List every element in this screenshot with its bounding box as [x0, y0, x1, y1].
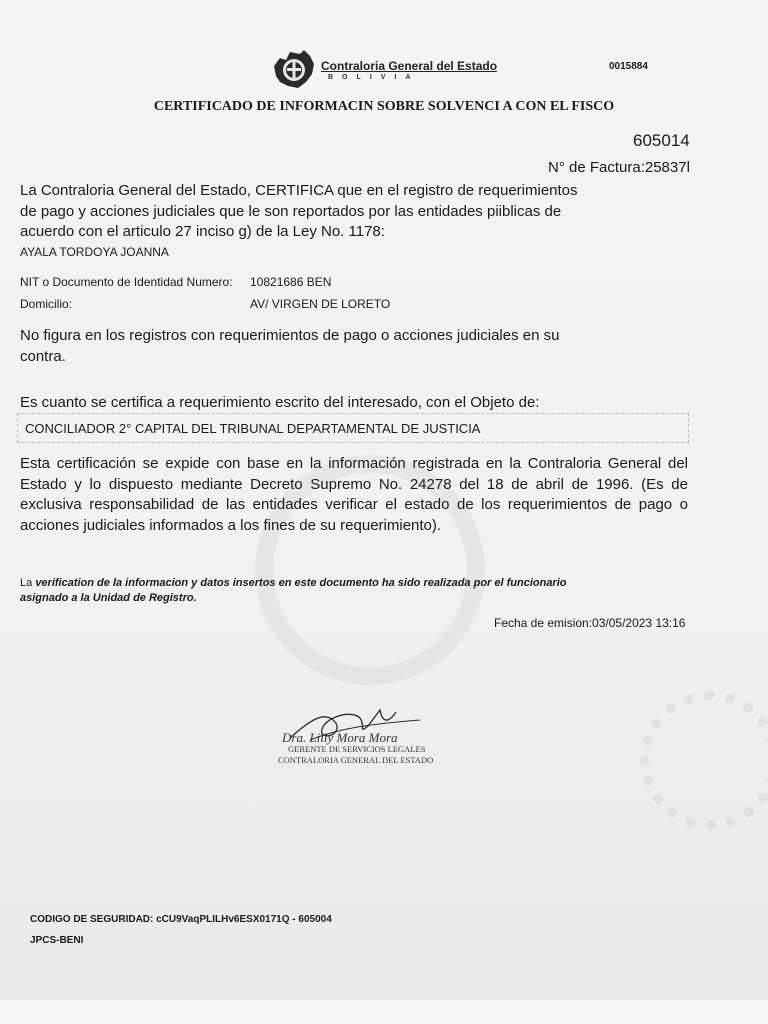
- domicile-value: AV/ VIRGEN DE LORETO: [250, 297, 391, 311]
- org-name: Contraloria General del Estado: [321, 59, 498, 73]
- nit-value: 10821686 BEN: [250, 275, 332, 289]
- certificate-number: 605014: [633, 131, 690, 150]
- certification-intro: La Contraloria General del Estado, CERTIFICA que en el registro de requerimientos de pago y acciones judiciales que le son reportados por las entidades piiblicas de acuerdo con el articulo 27 inciso g) de la Ley No. 1178:: [20, 182, 578, 240]
- signatory-position: GERENTE DE SERVICIOS LEGALES: [288, 744, 426, 754]
- security-code: CODIGO DE SEGURIDAD: cCU9VaqPLILHv6ESX0171Q - 605004: [30, 914, 332, 925]
- note-text: verification de la informacion y datos insertos en este documento ha sido realizada por el funcionario asignado a la Unidad de Registro.: [20, 577, 567, 604]
- nit-label: NIT o Documento de Identidad Numero:: [20, 275, 233, 289]
- institution-seal-icon: [270, 46, 318, 92]
- org-country: BOLIVIA: [328, 74, 420, 81]
- signatory-organization: CONTRALORIA GENERAL DEL ESTADO: [278, 755, 434, 765]
- status-statement: No figura en los registros con requerimientos de pago o acciones judiciales en su contra.: [20, 327, 560, 365]
- emission-date: Fecha de emision:03/05/2023 13:16: [494, 616, 686, 630]
- signatory-name: Dra. Lilly Mora Mora: [282, 730, 398, 745]
- purpose-text: CONCILIADOR 2° CAPITAL DEL TRIBUNAL DEPARTAMENTAL DE JUSTICIA: [25, 421, 481, 436]
- document-title: CERTIFICADO DE INFORMACIN SOBRE SOLVENCI A CON EL FISCO: [153, 99, 615, 114]
- invoice-number: N° de Factura:25837l: [548, 159, 690, 176]
- office-code: JPCS-BENI: [30, 935, 84, 946]
- verification-note: [20, 576, 580, 606]
- legal-basis: Esta certificación se expide con base en la información registrada en la Contraloria General del Estado y lo dispuesto mediante Decreto Supremo No. 24278 del 18 de abril de 1996. (Es de exclusiva responsabilidad de las entidades verificar el estado de los requerimientos de pago o acciones judiciales informados a los fines de su requerimiento).: [20, 455, 688, 534]
- stamp-watermark: [640, 690, 768, 830]
- page-edge: [0, 1000, 768, 1024]
- purpose-intro: Es cuanto se certifica a requerimiento escrito del interesado, con el Objeto de:: [20, 394, 540, 411]
- domicile-label: Domicilio:: [20, 297, 73, 311]
- note-prefix: La: [20, 577, 33, 589]
- person-name: AYALA TORDOYA JOANNA: [20, 245, 169, 259]
- serial-number: 0015884: [609, 61, 648, 72]
